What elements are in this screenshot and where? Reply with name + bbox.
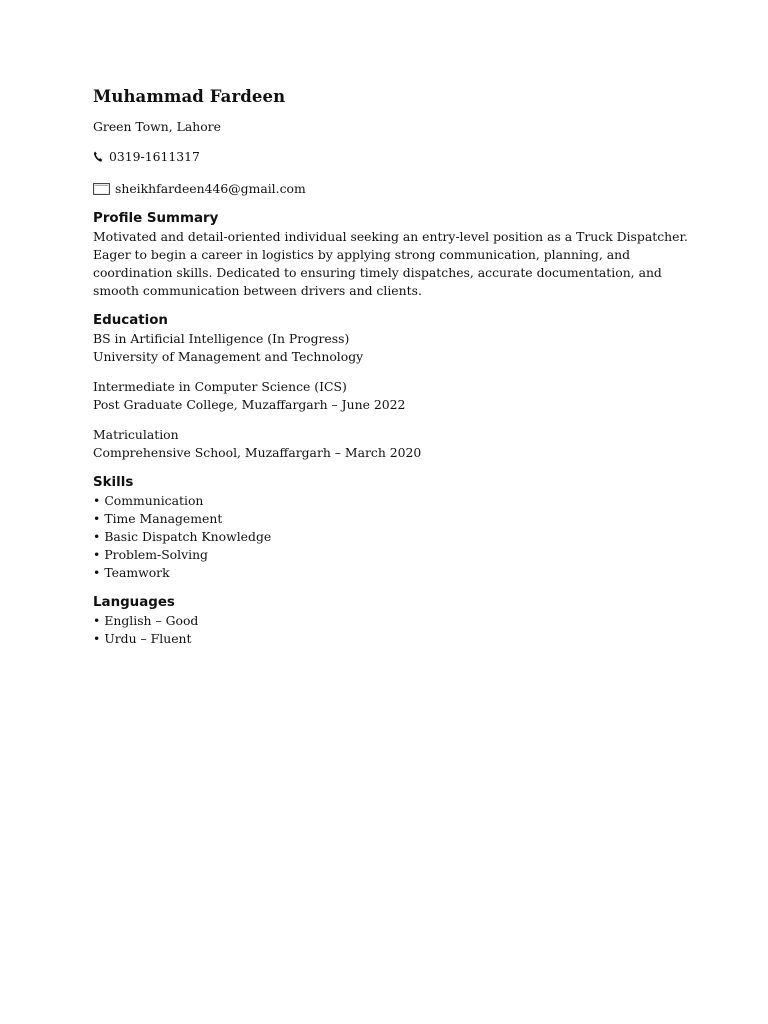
list-item	[93, 492, 693, 510]
profile-line: smooth communication between drivers and clients.	[93, 283, 422, 298]
bullet: •	[93, 631, 101, 646]
education-degree: BS in Artificial Intelligence (In Progress)	[93, 331, 350, 346]
list-item	[93, 510, 693, 528]
list-item	[93, 630, 693, 648]
bullet: •	[93, 613, 101, 628]
skills-section	[93, 474, 693, 582]
skill-text: Communication	[104, 493, 204, 508]
resume-page	[93, 86, 693, 660]
language-text: Urdu – Fluent	[104, 631, 192, 646]
resume-name: Muhammad Fardeen	[93, 87, 286, 106]
language-text: English – Good	[104, 613, 199, 628]
address: Green Town, Lahore	[93, 119, 221, 134]
education-institution: Comprehensive School, Muzaffargarh – March 2020	[93, 445, 422, 460]
list-item	[93, 564, 693, 582]
list-item	[93, 546, 693, 564]
bullet: •	[93, 493, 101, 508]
skill-text: Time Management	[104, 511, 223, 526]
phone-icon	[93, 151, 103, 163]
education-entry	[93, 378, 693, 414]
profile-text	[93, 228, 693, 300]
education-institution: University of Management and Technology	[93, 349, 364, 364]
education-entry	[93, 426, 693, 462]
profile-line: coordination skills. Dedicated to ensuring timely dispatches, accurate documentation, and	[93, 265, 662, 280]
profile-section	[93, 210, 693, 300]
email-address[interactable]: sheikhfardeen446@gmail.com	[115, 181, 306, 196]
list-item	[93, 612, 693, 630]
education-section	[93, 312, 693, 462]
skills-heading: Skills	[93, 475, 134, 490]
profile-line: Motivated and detail-oriented individual seeking an entry-level position as a Truck Dispatcher.	[93, 229, 688, 244]
bullet: •	[93, 547, 101, 562]
profile-line: Eager to begin a career in logistics by applying strong communication, planning, and	[93, 247, 631, 262]
skill-text: Teamwork	[104, 565, 170, 580]
education-degree: Intermediate in Computer Science (ICS)	[93, 379, 347, 394]
mail-icon	[93, 183, 110, 195]
phone-number: 0319-1611317	[109, 149, 200, 164]
skill-text: Problem-Solving	[104, 547, 208, 562]
list-item	[93, 528, 693, 546]
skill-text: Basic Dispatch Knowledge	[104, 529, 272, 544]
education-entry	[93, 330, 693, 366]
email-row	[93, 180, 693, 198]
education-degree: Matriculation	[93, 427, 179, 442]
languages-list	[93, 612, 693, 648]
phone-row	[93, 148, 693, 166]
skills-list	[93, 492, 693, 582]
bullet: •	[93, 565, 101, 580]
education-heading: Education	[93, 313, 168, 328]
bullet: •	[93, 511, 101, 526]
languages-section	[93, 594, 693, 648]
languages-heading: Languages	[93, 595, 175, 610]
bullet: •	[93, 529, 101, 544]
education-institution: Post Graduate College, Muzaffargarh – June 2022	[93, 397, 406, 412]
profile-heading: Profile Summary	[93, 211, 219, 226]
